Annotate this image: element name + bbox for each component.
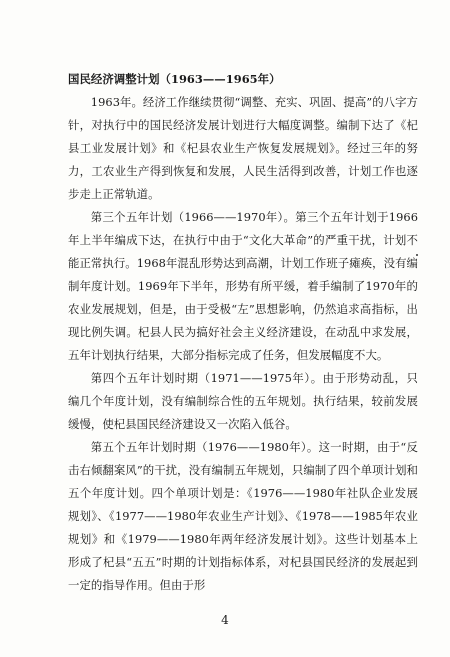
paragraph-third-five-year-plan: 第三个五年计划（1966——1970年）。第三个五年计划于1966年上半年编成下达，在执行中由于“文化大革命”的严重干扰，计划不能正常执行。1968年混乱形势达到高潮，计划工作班子瘫痪，没有编制年度计划。1969年下半年，形势有所平缓，着手编制了1970年的农业发展规划，但是，由于受极“左”思想影响，仍然追求高指标，出现比例失调。杞县人民为搞好社会主义经济建设，在动乱中求发展，五年计划执行结果，大部分指标完成了任务，但发展幅度不大。 bbox=[68, 210, 418, 362]
body-text bbox=[68, 68, 418, 597]
page-number: 4 bbox=[221, 613, 229, 627]
section-heading: 国民经济调整计划（1963——1965年） bbox=[68, 72, 281, 86]
paragraph-fifth-five-year-plan: 第五个五年计划时期（1976——1980年）。这一时期，由于“反击右倾翻案风”的干扰，没有编制五年规划，只编制了四个单项计划和五个年度计划。四个单项计划是：《1976——1980年社队企业发展规划》、《1977——1980年农业生产计划》、《1978——1985年农业规划》和《1979——1980年两年经济发展计划》。这些计划基本上形成了杞县“五五”时期的计划指标体系，对杞县国民经济的发展起到一定的指导作用。但由于形 bbox=[68, 440, 418, 592]
paragraph-fourth-five-year-plan: 第四个五年计划时期（1971——1975年）。由于形势动乱，只编几个年度计划，没有编制综合性的五年规划。执行结果，较前发展缓慢，使杞县国民经济建设又一次陷入低谷。 bbox=[68, 371, 418, 431]
paragraph-1963: 1963年。经济工作继续贯彻“调整、充实、巩固、提高”的八字方针，对执行中的国民经济发展计划进行大幅度调整。编制下达了《杞县工业发展计划》和《杞县农业生产恢复发展规划》。经过三年的努力，工农业生产得到恢复和发展，人民生活得到改善，计划工作也逐步走上正常轨道。 bbox=[68, 95, 418, 201]
scan-speck bbox=[416, 254, 418, 256]
